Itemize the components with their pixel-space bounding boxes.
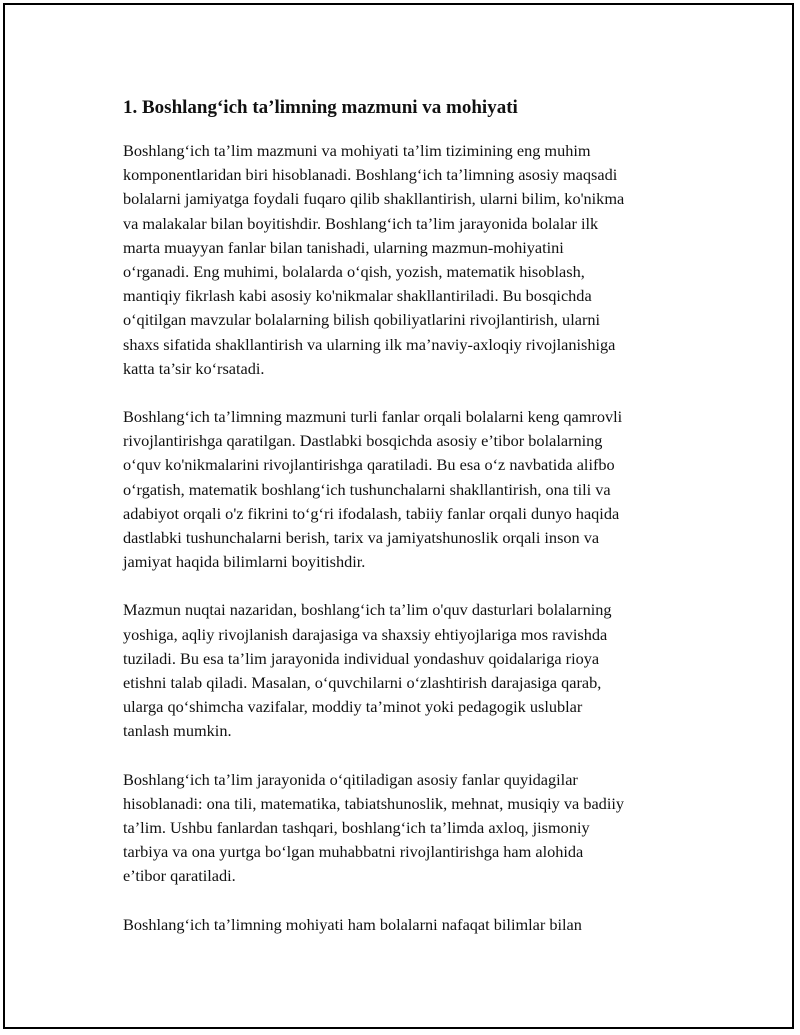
text-line: tarbiya va ona yurtga bo‘lgan muhabbatni rivojlantirishga ham alohida [123, 842, 584, 862]
text-line: dastlabki tushunchalarni berish, tarix va jamiyatshunoslik orqali inson va [123, 528, 600, 548]
text-line: ularga qo‘shimcha vazifalar, moddiy ta’minot yoki pedagogik uslublar [123, 697, 583, 717]
text-line: rivojlantirishga qaratilgan. Dastlabki bosqichda asosiy e’tibor bolalarning [123, 431, 603, 451]
document-body [123, 95, 708, 961]
text-line: Mazmun nuqtai nazaridan, boshlang‘ich ta’lim o'quv dasturlari bolalarning [123, 600, 612, 620]
text-line: etishni talab qiladi. Masalan, o‘quvchilarni o‘zlashtirish darajasiga qarab, [123, 673, 602, 693]
section-heading: 1. Boshlang‘ich ta’limning mazmuni va mohiyati [123, 97, 518, 118]
text-line: Boshlang‘ich ta’lim mazmuni va mohiyati ta’lim tizimining eng muhim [123, 141, 591, 160]
text-line: katta ta’sir ko‘rsatadi. [123, 358, 265, 378]
text-line: Boshlang‘ich ta’lim jarayonida o‘qitiladigan asosiy fanlar quyidagilar [123, 769, 578, 789]
text-line: ta’lim. Ushbu fanlardan tashqari, boshlang‘ich ta’limda axloq, jismoniy [123, 818, 590, 838]
text-line: adabiyot orqali o'z fikrini to‘g‘ri ifodalash, tabiiy fanlar orqali dunyo haqida [123, 503, 620, 523]
text-line: marta muayyan fanlar bilan tanishadi, ularning mazmun-mohiyatini [123, 237, 564, 257]
text-line: bolalarni jamiyatga foydali fuqaro qilib shakllantirish, ularni bilim, ko'nikma [123, 189, 625, 209]
text-line: jamiyat haqida bilimlarni boyitishdir. [123, 552, 366, 572]
text-line: o‘rganadi. Eng muhimi, bolalarda o‘qish, yozish, matematik hisoblash, [123, 262, 585, 282]
text-line: tanlash mumkin. [123, 721, 232, 741]
text-line: o‘rgatish, matematik boshlang‘ich tushunchalarni shakllantirish, ona tili va [123, 479, 611, 499]
paragraph-3 [123, 598, 708, 743]
paragraph-1 [123, 139, 708, 381]
paragraph-2 [123, 405, 708, 574]
text-line: Boshlang‘ich ta’limning mazmuni turli fanlar orqali bolalarni keng qamrovli [123, 407, 623, 427]
text-line: e’tibor qaratiladi. [123, 866, 236, 886]
text-line: shaxs sifatida shakllantirish va ularning ilk ma’naviy-axloqiy rivojlanishiga [123, 334, 616, 354]
text-line: tuziladi. Bu esa ta’lim jarayonida individual yondashuv qoidalariga rioya [123, 648, 600, 668]
paragraph-4 [123, 768, 708, 889]
text-line: o‘quv ko'nikmalarini rivojlantirishga qaratiladi. Bu esa o‘z navbatida alifbo [123, 455, 615, 475]
text-line: yoshiga, aqliy rivojlanish darajasiga va shaxsiy ehtiyojlariga mos ravishda [123, 624, 608, 644]
page-frame [3, 3, 794, 1029]
text-line: mantiqiy fikrlash kabi asosiy ko'nikmalar shakllantiriladi. Bu bosqichda [123, 286, 592, 306]
text-line: o‘qitilgan mavzular bolalarning bilish qobiliyatlarini rivojlantirish, ularni [123, 310, 601, 330]
text-line: va malakalar bilan boyitishdir. Boshlang‘ich ta’lim jarayonida bolalar ilk [123, 213, 599, 233]
text-line: Boshlang‘ich ta’limning mohiyati ham bolalarni nafaqat bilimlar bilan [123, 914, 582, 934]
text-line: komponentlaridan biri hisoblanadi. Boshlang‘ich ta’limning asosiy maqsadi [123, 165, 618, 185]
paragraph-5 [123, 913, 708, 937]
text-line: hisoblanadi: ona tili, matematika, tabiatshunoslik, mehnat, musiqiy va badiiy [123, 793, 625, 813]
